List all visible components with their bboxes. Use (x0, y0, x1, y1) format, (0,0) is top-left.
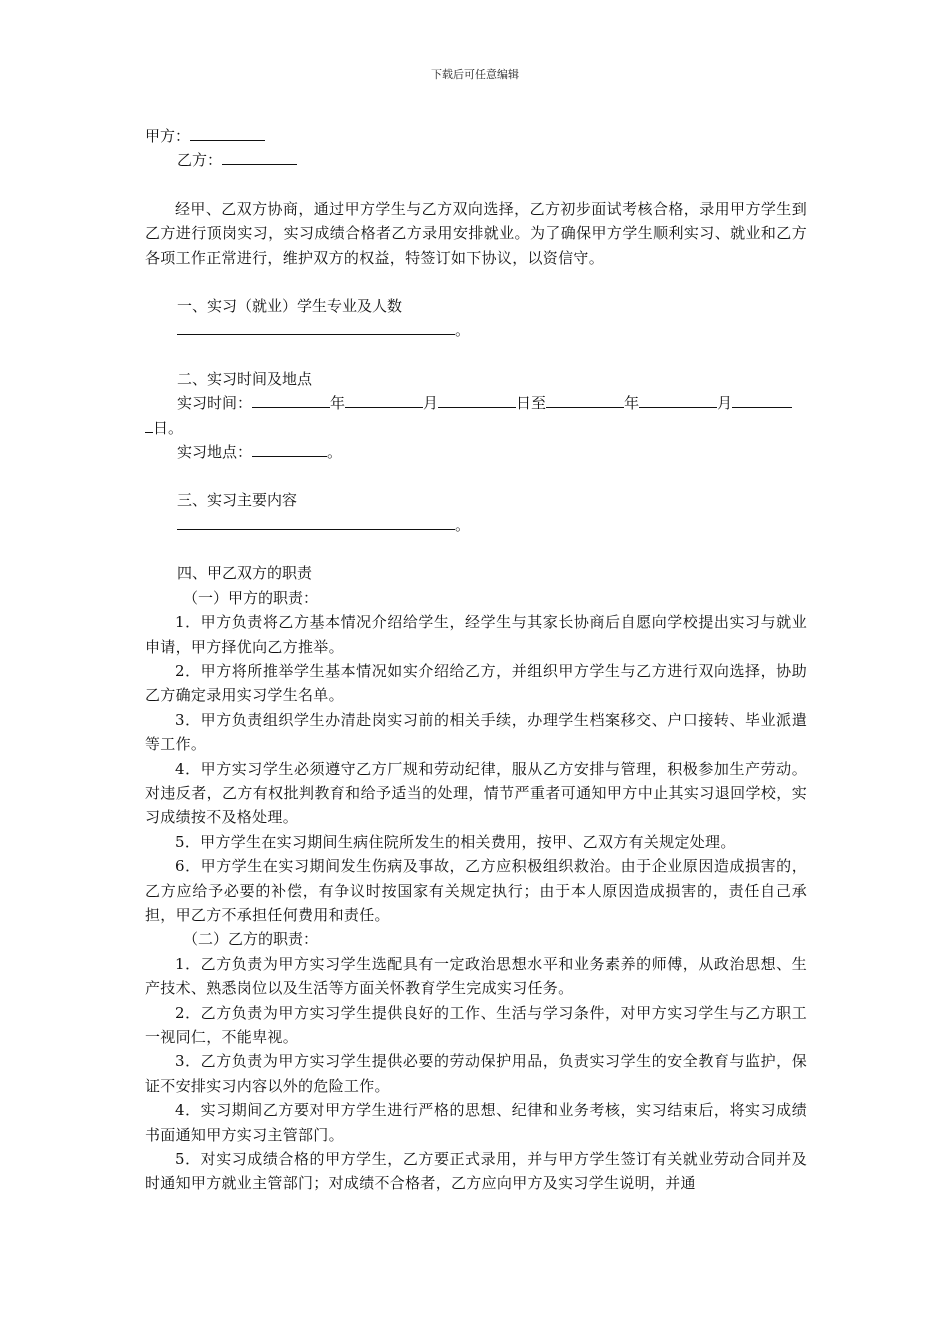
party-b-line (145, 148, 807, 172)
sub-a-item: 1．甲方负责将乙方基本情况介绍给学生，经学生与其家长协商后自愿向学校提出实习与就业申请，甲方择优向乙方推举。 (145, 613, 807, 656)
sub-a-item: 2．甲方将所推举学生基本情况如实介绍给乙方，并组织甲方学生与乙方进行双向选择，协助乙方确定录用实习学生名单。 (145, 661, 807, 705)
year-char: 年 (330, 394, 346, 413)
section3-period: 。 (455, 515, 471, 534)
section2-title: 二、实习时间及地点 (177, 369, 313, 388)
party-a-blank[interactable] (190, 125, 265, 141)
sub-b-item: 5．对实习成绩合格的甲方学生，乙方要正式录用，并与甲方学生签订有关就业劳动合同并及时通知甲方就业主管部门；对成绩不合格者，乙方应向甲方及实习学生说明，并通 (145, 1150, 807, 1193)
sub-a-item: 4．甲方实习学生必须遵守乙方厂规和劳动纪律，服从乙方安排与管理，积极参加生产劳动。对违反者，乙方有权批判教育和给予适当的处理，情节严重者可通知甲方中止其实习退回学校，实习成绩按不及格处理。 (145, 759, 807, 827)
section3-blank-line (145, 513, 807, 537)
year-char-2: 年 (624, 394, 640, 413)
end-year-blank[interactable] (546, 392, 624, 408)
day-to-chars: 日至 (516, 394, 547, 413)
section2-time-line (145, 391, 807, 415)
party-b-blank[interactable] (222, 149, 297, 165)
section3-blank[interactable] (177, 514, 455, 530)
end-day-blank[interactable] (732, 392, 792, 408)
section2-place-line (145, 440, 807, 464)
end-month-blank[interactable] (639, 392, 717, 408)
sub-a-item: 6．甲方学生在实习期间发生伤病及事故，乙方应积极组织救治。由于企业原因造成损害的，乙方应给予必要的补偿，有争议时按国家有关规定执行；由于本人原因造成损害的，责任自己承担，甲乙方不承担任何费用和责任。 (145, 857, 807, 924)
party-a-label: 甲方： (145, 127, 191, 145)
month-char: 月 (423, 394, 439, 413)
section1-blank-line (145, 318, 807, 342)
time-label: 实习时间： (177, 394, 253, 413)
sub-b-title: （二）乙方的职责： (183, 930, 319, 949)
header-note: 下载后可任意编辑 (431, 68, 519, 81)
start-day-blank[interactable] (438, 392, 516, 408)
sub-b-item: 2．乙方负责为甲方实习学生提供良好的工作、生活与学习条件，对甲方实习学生与乙方职工一视同仁，不能卑视。 (145, 1003, 807, 1046)
intro-paragraph: 经甲、乙双方协商，通过甲方学生与乙方双向选择，乙方初步面试考核合格，录用甲方学生到乙方进行顶岗实习，实习成绩合格者乙方录用安排就业。为了确保甲方学生顺利实习、就业和乙方各项工作正常进行，维护双方的权益，特签订如下协议，以资信守。 (145, 199, 807, 267)
section1-blank[interactable] (177, 319, 455, 335)
month-char-2: 月 (717, 394, 733, 413)
day-end-chars: 日。 (153, 418, 184, 437)
sub-a-item: 3．甲方负责组织学生办清赴岗实习前的相关手续，办理学生档案移交、户口接转、毕业派遣等工作。 (145, 710, 807, 754)
party-a-line (145, 124, 807, 148)
sub-b-item: 1．乙方负责为甲方实习学生选配具有一定政治思想水平和业务素养的师傅，从政治思想、生产技术、熟悉岗位以及生活等方面关怀教育学生完成实习任务。 (145, 954, 807, 998)
section3-title: 三、实习主要内容 (177, 491, 298, 510)
section4-title: 四、甲乙双方的职责 (177, 564, 313, 583)
section1-period: 。 (455, 321, 471, 340)
party-b-label: 乙方： (177, 151, 223, 170)
section2-time-line-cont (145, 416, 807, 440)
sub-b-item: 3．乙方负责为甲方实习学生提供必要的劳动保护用品，负责实习学生的安全教育与监护，保证不安排实习内容以外的危险工作。 (145, 1052, 807, 1095)
place-period: 。 (327, 443, 343, 462)
start-year-blank[interactable] (252, 392, 330, 408)
sub-a-item: 5．甲方学生在实习期间生病住院所发生的相关费用，按甲、乙双方有关规定处理。 (175, 832, 736, 851)
contract-body (145, 124, 807, 1196)
place-blank[interactable] (252, 441, 327, 457)
start-month-blank[interactable] (345, 392, 423, 408)
place-label: 实习地点： (177, 443, 253, 462)
section1-title: 一、实习（就业）学生专业及人数 (177, 297, 403, 316)
end-day-blank-cont[interactable] (145, 417, 153, 433)
sub-a-title: （一）甲方的职责： (183, 588, 319, 607)
sub-b-item: 4．实习期间乙方要对甲方学生进行严格的思想、纪律和业务考核，实习结束后，将实习成绩书面通知甲方实习主管部门。 (145, 1101, 807, 1144)
